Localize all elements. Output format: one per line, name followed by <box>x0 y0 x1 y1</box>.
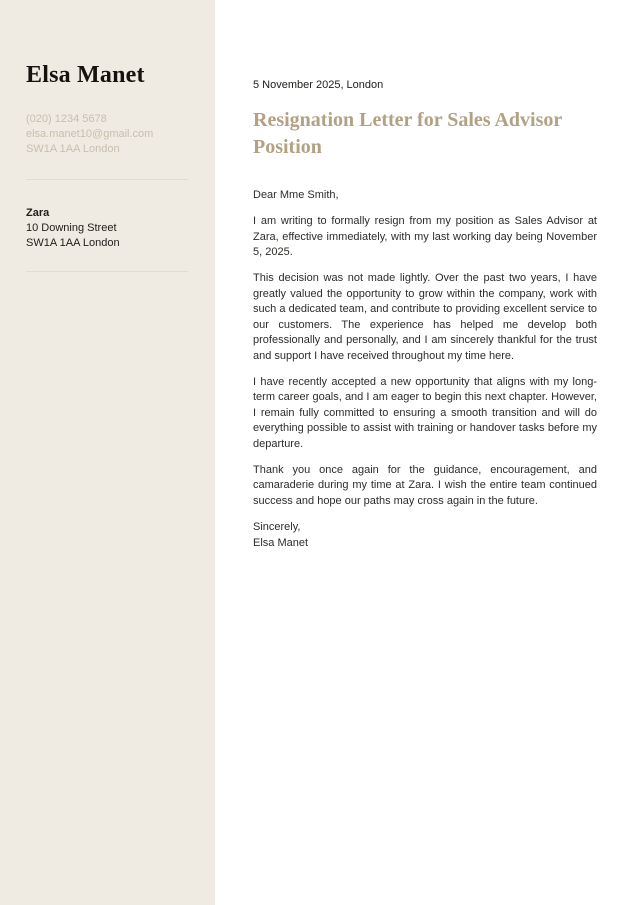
sender-address: SW1A 1AA London <box>26 143 120 155</box>
email-address: elsa.manet10@gmail.com <box>26 128 154 140</box>
sidebar-divider-top <box>26 179 188 180</box>
recipient-company: Zara <box>26 207 50 219</box>
sidebar <box>0 0 215 905</box>
paragraph-opening: I am writing to formally resign from my position as Sales Advisor at Zara, effective immediately, with my last working day being November 5, 2025. <box>253 215 597 258</box>
recipient-street: 10 Downing Street <box>26 222 117 234</box>
letter-title: Resignation Letter for Sales Advisor Position <box>253 109 562 158</box>
sidebar-divider-bottom <box>26 271 188 272</box>
signature: Elsa Manet <box>253 536 309 549</box>
sender-name: Elsa Manet <box>26 62 145 88</box>
letter-body <box>253 0 597 551</box>
dateline: 5 November 2025, London <box>253 79 384 91</box>
closing-block <box>253 520 597 551</box>
paragraph-gratitude: This decision was not made lightly. Over the past two years, I have greatly valued the opportunity to grow within the company, work with such a dedicated team, and contribute to providing excellent service to our customers. The experience has helped me develop both professionally and personally, and I am sincerely thankful for the trust and support I have received throughout my time here. <box>253 272 597 362</box>
recipient-block <box>26 206 120 251</box>
closing: Sincerely, <box>253 521 301 533</box>
phone-number: (020) 1234 5678 <box>26 113 107 125</box>
salutation: Dear Mme Smith, <box>253 189 339 201</box>
contact-block <box>26 112 153 157</box>
paragraph-transition: I have recently accepted a new opportunity that aligns with my long-term career goals, and I am eager to begin this next chapter. However, I remain fully committed to ensuring a smooth transition and will do everything possible to assist with training or handover tasks before my departure. <box>253 375 597 450</box>
paragraph-thanks: Thank you once again for the guidance, encouragement, and camaraderie during my time at Zara. I wish the entire team continued success and hope our paths may cross again in the future. <box>253 463 597 507</box>
recipient-city: SW1A 1AA London <box>26 237 120 249</box>
